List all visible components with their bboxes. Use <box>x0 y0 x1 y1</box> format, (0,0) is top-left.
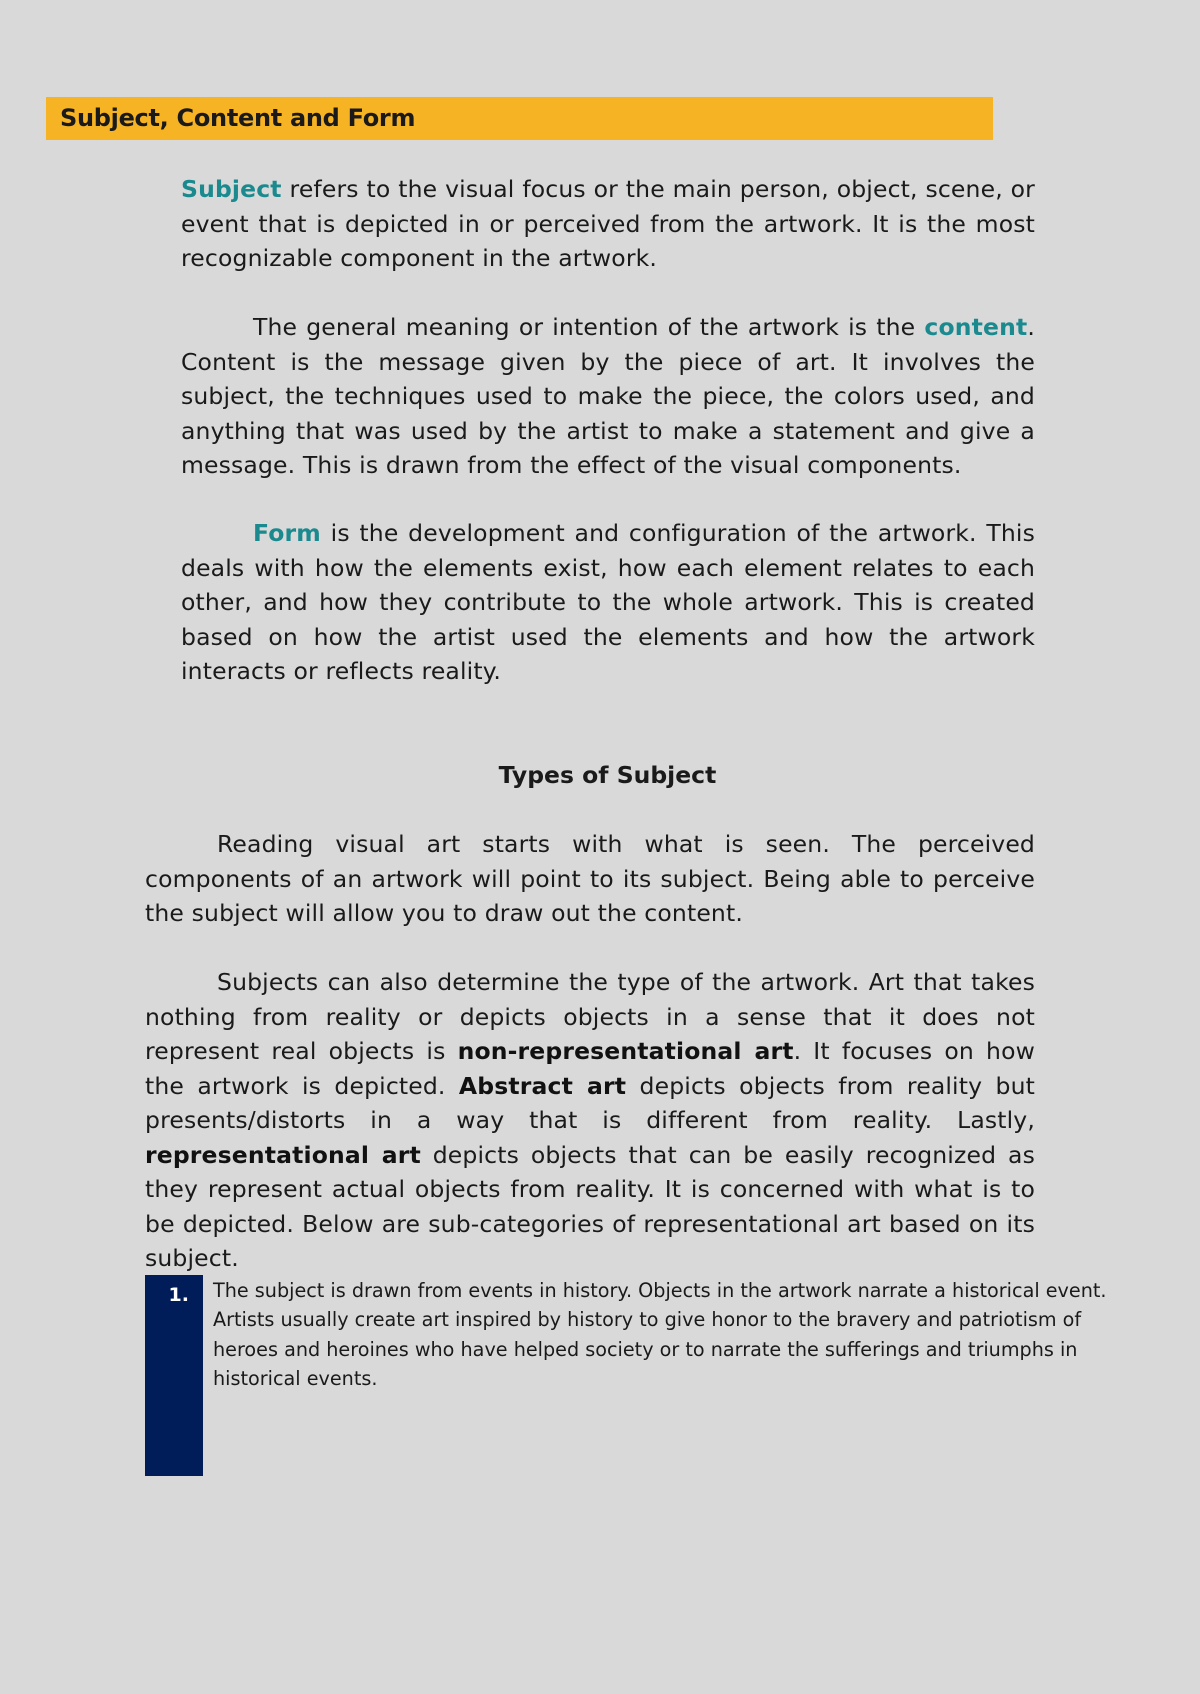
subject-definition: refers to the visual focus or the main person, object, scene, or event that is depicted in or perceived from the artwork. It is the most recognizable component in the artwork. <box>181 175 1035 272</box>
list-number: 1. <box>168 1284 189 1306</box>
subject-paragraph <box>181 172 1035 276</box>
art-types-text-a: Subjects can also determine the type of the artwork. Art that takes nothing from reality or depicts objects in a sense that it does not represent real objects is <box>145 968 1035 1065</box>
subject-term: Subject <box>181 175 282 203</box>
art-types-paragraph <box>145 965 1035 1276</box>
list-number-box <box>145 1275 203 1476</box>
non-representational-term: non-representational art <box>457 1037 794 1065</box>
reading-visual-art-text: Reading visual art starts with what is seen. The perceived components of an artwork will point to its subject. Being able to perceive the subject will allow you to draw out the content. <box>145 830 1035 927</box>
art-types-text-b: . It focuses on how the artwork is depicted. <box>145 1037 1035 1100</box>
reading-visual-art-paragraph <box>145 827 1035 931</box>
list-item-text: The subject is drawn from events in history. Objects in the artwork narrate a historical event. Artists usually create art inspired by history to give honor to the bravery and patriotism of heroes and heroines who have helped society or to narrate the sufferings and triumphs in historical events. <box>213 1279 1107 1390</box>
types-of-subject-heading: Types of Subject <box>498 761 717 789</box>
representational-art-term: representational art <box>145 1140 421 1169</box>
page-title: Subject, Content and Form <box>60 104 416 132</box>
content-intro: The general meaning or intention of the artwork is the <box>253 313 925 341</box>
abstract-art-term: Abstract art <box>458 1071 627 1100</box>
form-term: Form <box>253 519 321 547</box>
form-definition: is the development and configuration of the artwork. This deals with how the elements exist, how each element relates to each other, and how they contribute to the whole artwork. This is created based on how the artist used the elements and how the artwork interacts or reflects reality. <box>181 519 1035 685</box>
content-definition: . Content is the message given by the piece of art. It involves the subject, the techniques used to make the piece, the colors used, and anything that was used by the artist to make a statement and give a message. This is drawn from the effect of the visual components. <box>181 313 1035 479</box>
content-paragraph <box>181 310 1035 483</box>
section-header-bar <box>46 97 993 140</box>
art-types-text-c: depicts objects from reality but presents/distorts in a way that is different from reality. Lastly, <box>145 1071 1035 1134</box>
art-types-text-d: depicts objects that can be easily recognized as they represent actual objects from reality. It is concerned with what is to be depicted. Below are sub-categories of representational art based on its subject. <box>145 1140 1035 1272</box>
form-paragraph <box>181 516 1035 689</box>
content-term: content <box>924 313 1028 341</box>
